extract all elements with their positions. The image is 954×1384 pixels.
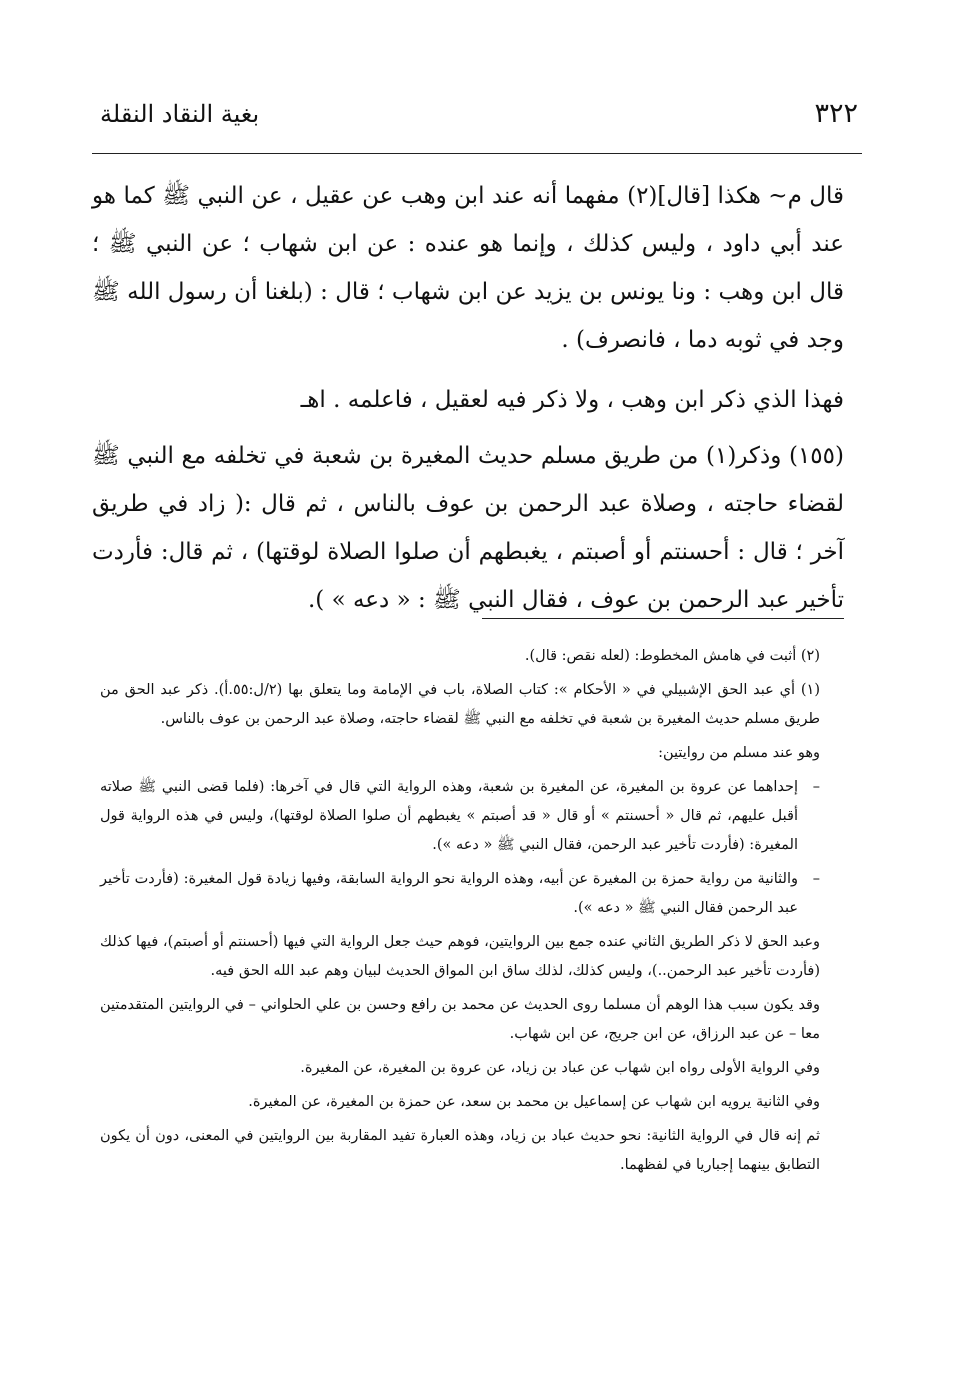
dash-marker: – [812,871,820,887]
footnote-separator [482,618,844,619]
footnote-list-item [100,865,820,928]
body-paragraph: قال م~ هكذا [قال](٢) مفهما أنه عند ابن وهب عن عقيل ، عن النبي ﷺ كما هو عند أبي داود ، وليس كذلك ، وإنما هو عنده : عن ابن شهاب ؛ عن النبي ﷺ ؛ قال ابن وهب : ونا يونس بن يزيد عن ابن شهاب ؛ قال : (بلغنا أن رسول الله ﷺ وجد في ثوبه دما ، فانصرف) . [92,183,844,353]
footnote-list-item [100,773,820,865]
footnote-1: (١) أي عبد الحق الإشبيلي في « الأحكام »: كتاب الصلاة، باب في الإمامة وما يتعلق بها (٢/ل:٥٥.أ). ذكر عبد الحق من طريق مسلم حديث المغيرة بن شعبة في تخلفه مع النبي ﷺ لقضاء حاجته، وصلاة عبد الرحمن بن عوف بالناس. [100,682,820,727]
footnote-paragraph: وفي الثانية يرويه ابن شهاب عن إسماعيل بن محمد بن سعد، عن حمزة بن المغيرة، عن المغيرة. [248,1094,820,1110]
footnote-bullet-text: والثانية من رواية حمزة بن المغيرة عن أبيه، وهذه الرواية نحو الرواية السابقة، وفيها زيادة قول المغيرة: (فأردت تأخير عبد الرحمن فقال النبي ﷺ « دعه »). [100,871,798,916]
footnote-paragraph: وهو عند مسلم من روايتين: [658,745,820,761]
running-title: بغية النقاد النقلة [100,100,260,128]
page-header [100,98,858,148]
footnote-paragraph: ثم إنه قال في الرواية الثانية: نحو حديث عباد بن زياد، وهذه العبارة تفيد المقاربة بين الروايتين في المعنى، دون أن يكون التطابق بينهما إجباريا في لفظهما. [100,1128,820,1173]
footnote-paragraph: وقد يكون سبب هذا الوهم أن مسلما روى الحديث عن محمد بن رافع وحسن بن علي الحلواني – في الروايتين المتقدمتين معا – عن عبد الرزاق، عن ابن جريج، عن ابن شهاب. [100,997,820,1042]
footnote-2: (٢) أثبت في هامش المخطوط: (لعله نقص: قال). [524,648,820,664]
dash-marker: – [812,779,820,795]
footnote-paragraph: وفي الرواية الأولى رواه ابن شهاب عن عباد بن زياد، عن عروة بن المغيرة، عن المغيرة. [300,1060,820,1076]
body-paragraph: (١٥٥) وذكر(١) من طريق مسلم حديث المغيرة بن شعبة في تخلفه مع النبي ﷺ لقضاء حاجته ، وصلاة عبد الرحمن بن عوف بالناس ، ثم قال :( زاد في طريق آخر ؛ قال : أحسنتم أو أصبتم ، يغبطهم أن صلوا الصلاة لوقتها) ، ثم قال: فأردت تأخير عبد الرحمن بن عوف ، فقال النبي ﷺ : « دعه » ). [92,443,844,613]
footnote-paragraph: وعبد الحق لا ذكر الطريق الثاني عنده جمع بين الروايتين، فوهم حيث جعل الرواية التي فيها (أحسنتم أو أصبتم)، فيها كذلك (فأردت تأخير عبد الرحمن..)، وليس كذلك، لذلك ساق ابن المواق الحديث لبيان وهم عبد الله الحق فيه. [100,934,820,979]
body-paragraph: فهذا الذي ذكر ابن وهب ، ولا ذكر فيه لعقيل ، فاعلمه . اهـ [300,387,844,413]
page-number: ٣٢٢ [814,98,858,129]
footnote-bullet-text: إحداهما عن عروة بن المغيرة، عن المغيرة بن شعبة، وهذه الرواية التي قال في آخرها: (فلما قضى النبي ﷺ صلاته أقبل عليهم، ثم قال « أحسنتم » أو قال « قد أصبتم » يغبطهم أن صلوا الصلاة لوقتها)، وليس في هذه الرواية قول المغيرة: (فأردت تأخير عبد الرحمن، فقال النبي ﷺ « دعه »). [100,779,798,853]
main-text [92,172,844,636]
footnotes [100,642,820,1185]
header-rule [92,153,862,154]
